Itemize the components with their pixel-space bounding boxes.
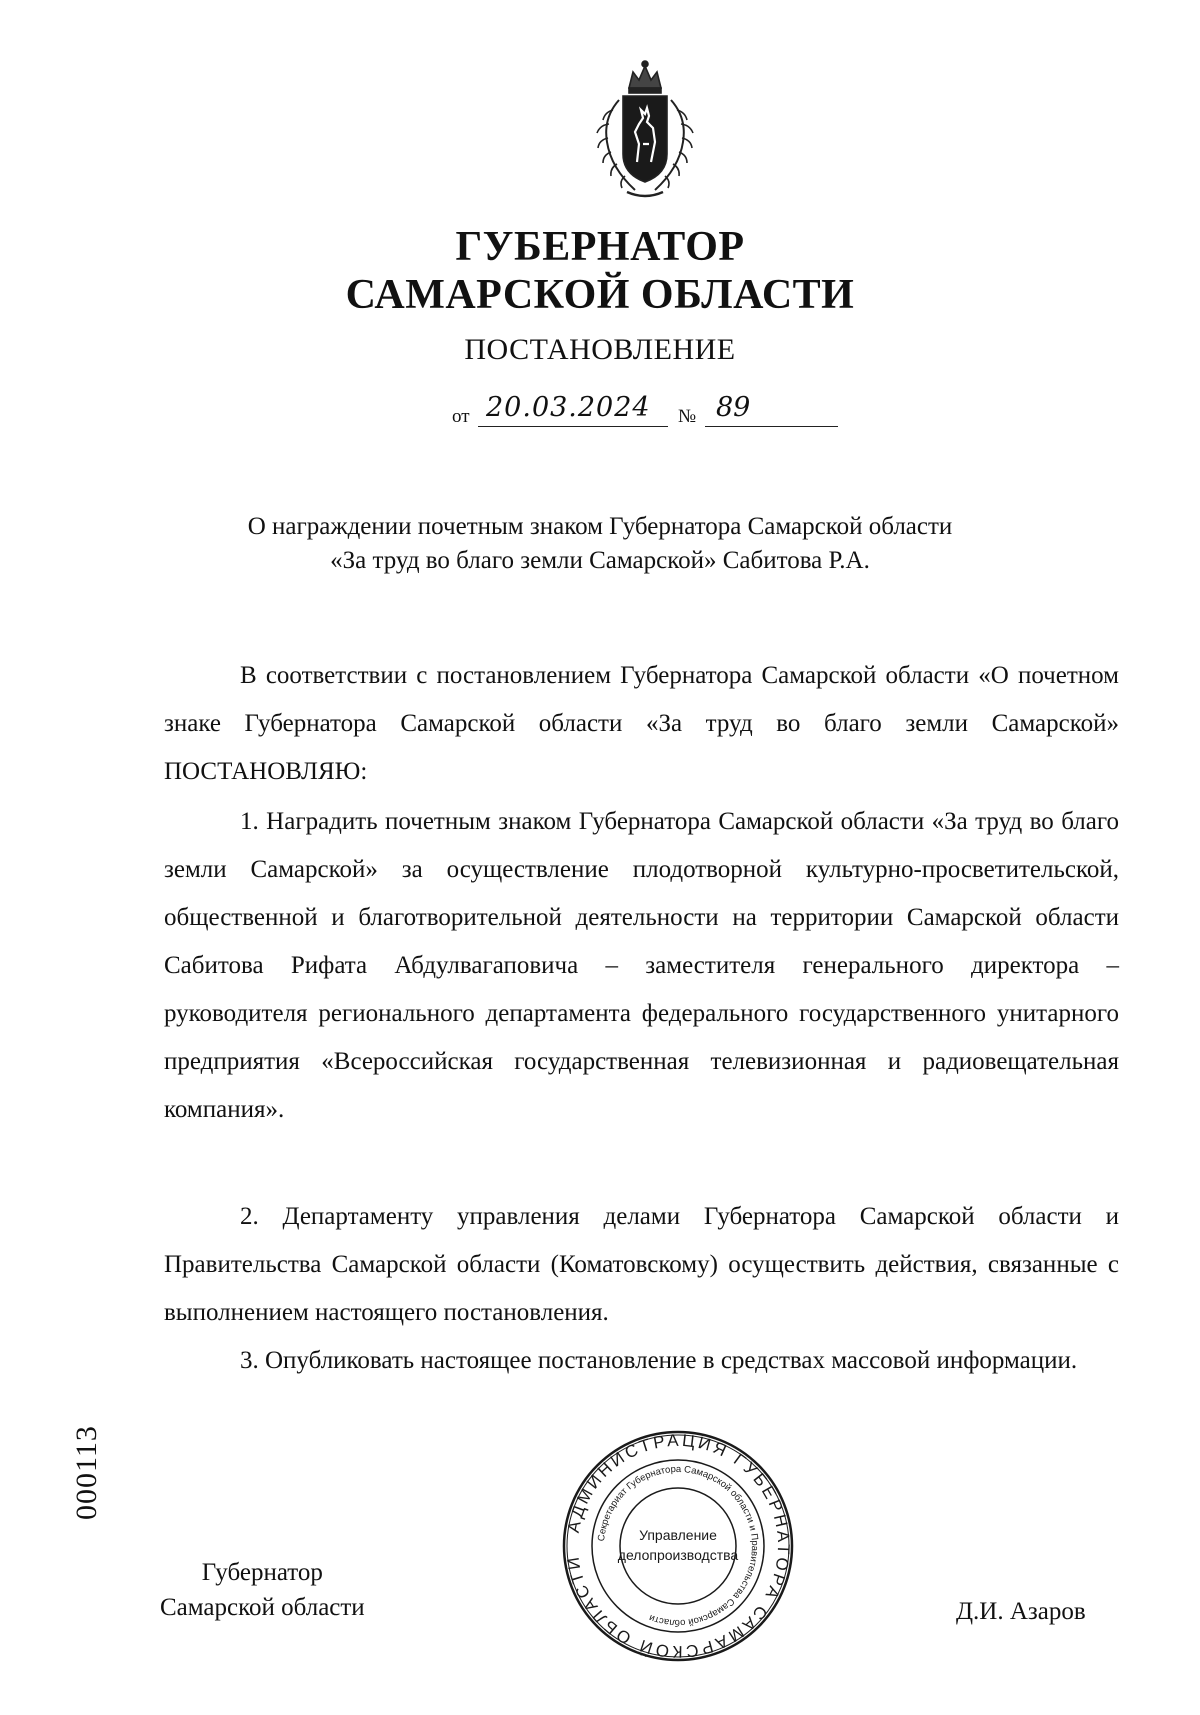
document-subject: [150, 510, 1050, 578]
serial-number: 000113: [70, 1425, 103, 1520]
issuer-title-line2: САМАРСКОЙ ОБЛАСТИ: [345, 272, 855, 318]
body-item1: [164, 798, 1119, 1134]
stamp-outer-text: АДМИНИСТРАЦИЯ ГУБЕРНАТОРА САМАРСКОЙ ОБЛАСТИ: [563, 1430, 794, 1662]
number-underline: [705, 426, 838, 427]
body-intro: [164, 652, 1119, 796]
subject-line2: «За труд во благо земли Самарской» Сабитова Р.А.: [330, 547, 870, 574]
signer-title-line1: Губернатор: [201, 1559, 323, 1586]
item2-paragraph: 2. Департаменту управления делами Губернатора Самарской области и Правительства Самарской области (Коматовскому) осуществить действия, связанные с выполнением настоящего постановления.: [164, 1203, 1119, 1326]
stamp-center-line1: Управление: [639, 1527, 717, 1543]
date-label: от: [452, 406, 470, 427]
handwritten-number: 89: [716, 392, 751, 423]
handwritten-date: 20.03.2024: [486, 392, 651, 423]
body-item2: [164, 1193, 1119, 1337]
document-type: ПОСТАНОВЛЕНИЕ: [464, 333, 736, 366]
item1-paragraph: 1. Наградить почетным знаком Губернатора Самарской области «За труд во благо земли Самарской» за осуществление плодотворной культурно-просветительской, общественной и благотворительной деятельности на территории Самарской области Сабитова Рифата Абдулвагаповича – заместителя генерального директора – руководителя регионального департамента федерального государственного унитарного предприятия «Всероссийская государственная телевизионная и радиовещательная компания».: [164, 808, 1119, 1123]
signer-title: [160, 1555, 365, 1625]
stamp-center-line2: делопроизводства: [617, 1547, 739, 1563]
stamp-inner-text: Секретариат Губернатора Самарской области и Правительства Самарской области: [596, 1463, 761, 1629]
signer-title-line2: Самарской области: [160, 1594, 365, 1621]
coat-of-arms-emblem: [583, 58, 707, 204]
intro-paragraph: В соответствии с постановлением Губернатора Самарской области «О почетном знаке Губернатора Самарской области «За труд во благо земли Самарской» ПОСТАНОВЛЯЮ:: [164, 662, 1119, 785]
date-underline: [478, 426, 668, 427]
date-number-line: [0, 392, 1200, 432]
signer-name: Д.И. Азаров: [956, 1598, 1086, 1625]
body-item3: [164, 1337, 1119, 1385]
subject-line1: О награждении почетным знаком Губернатора Самарской области: [247, 513, 953, 540]
official-stamp: [560, 1428, 796, 1664]
item3-paragraph: 3. Опубликовать настоящее постановление в средствах массовой информации.: [240, 1347, 1078, 1374]
issuer-title-line1: ГУБЕРНАТОР: [455, 224, 745, 270]
number-label: №: [678, 406, 697, 427]
